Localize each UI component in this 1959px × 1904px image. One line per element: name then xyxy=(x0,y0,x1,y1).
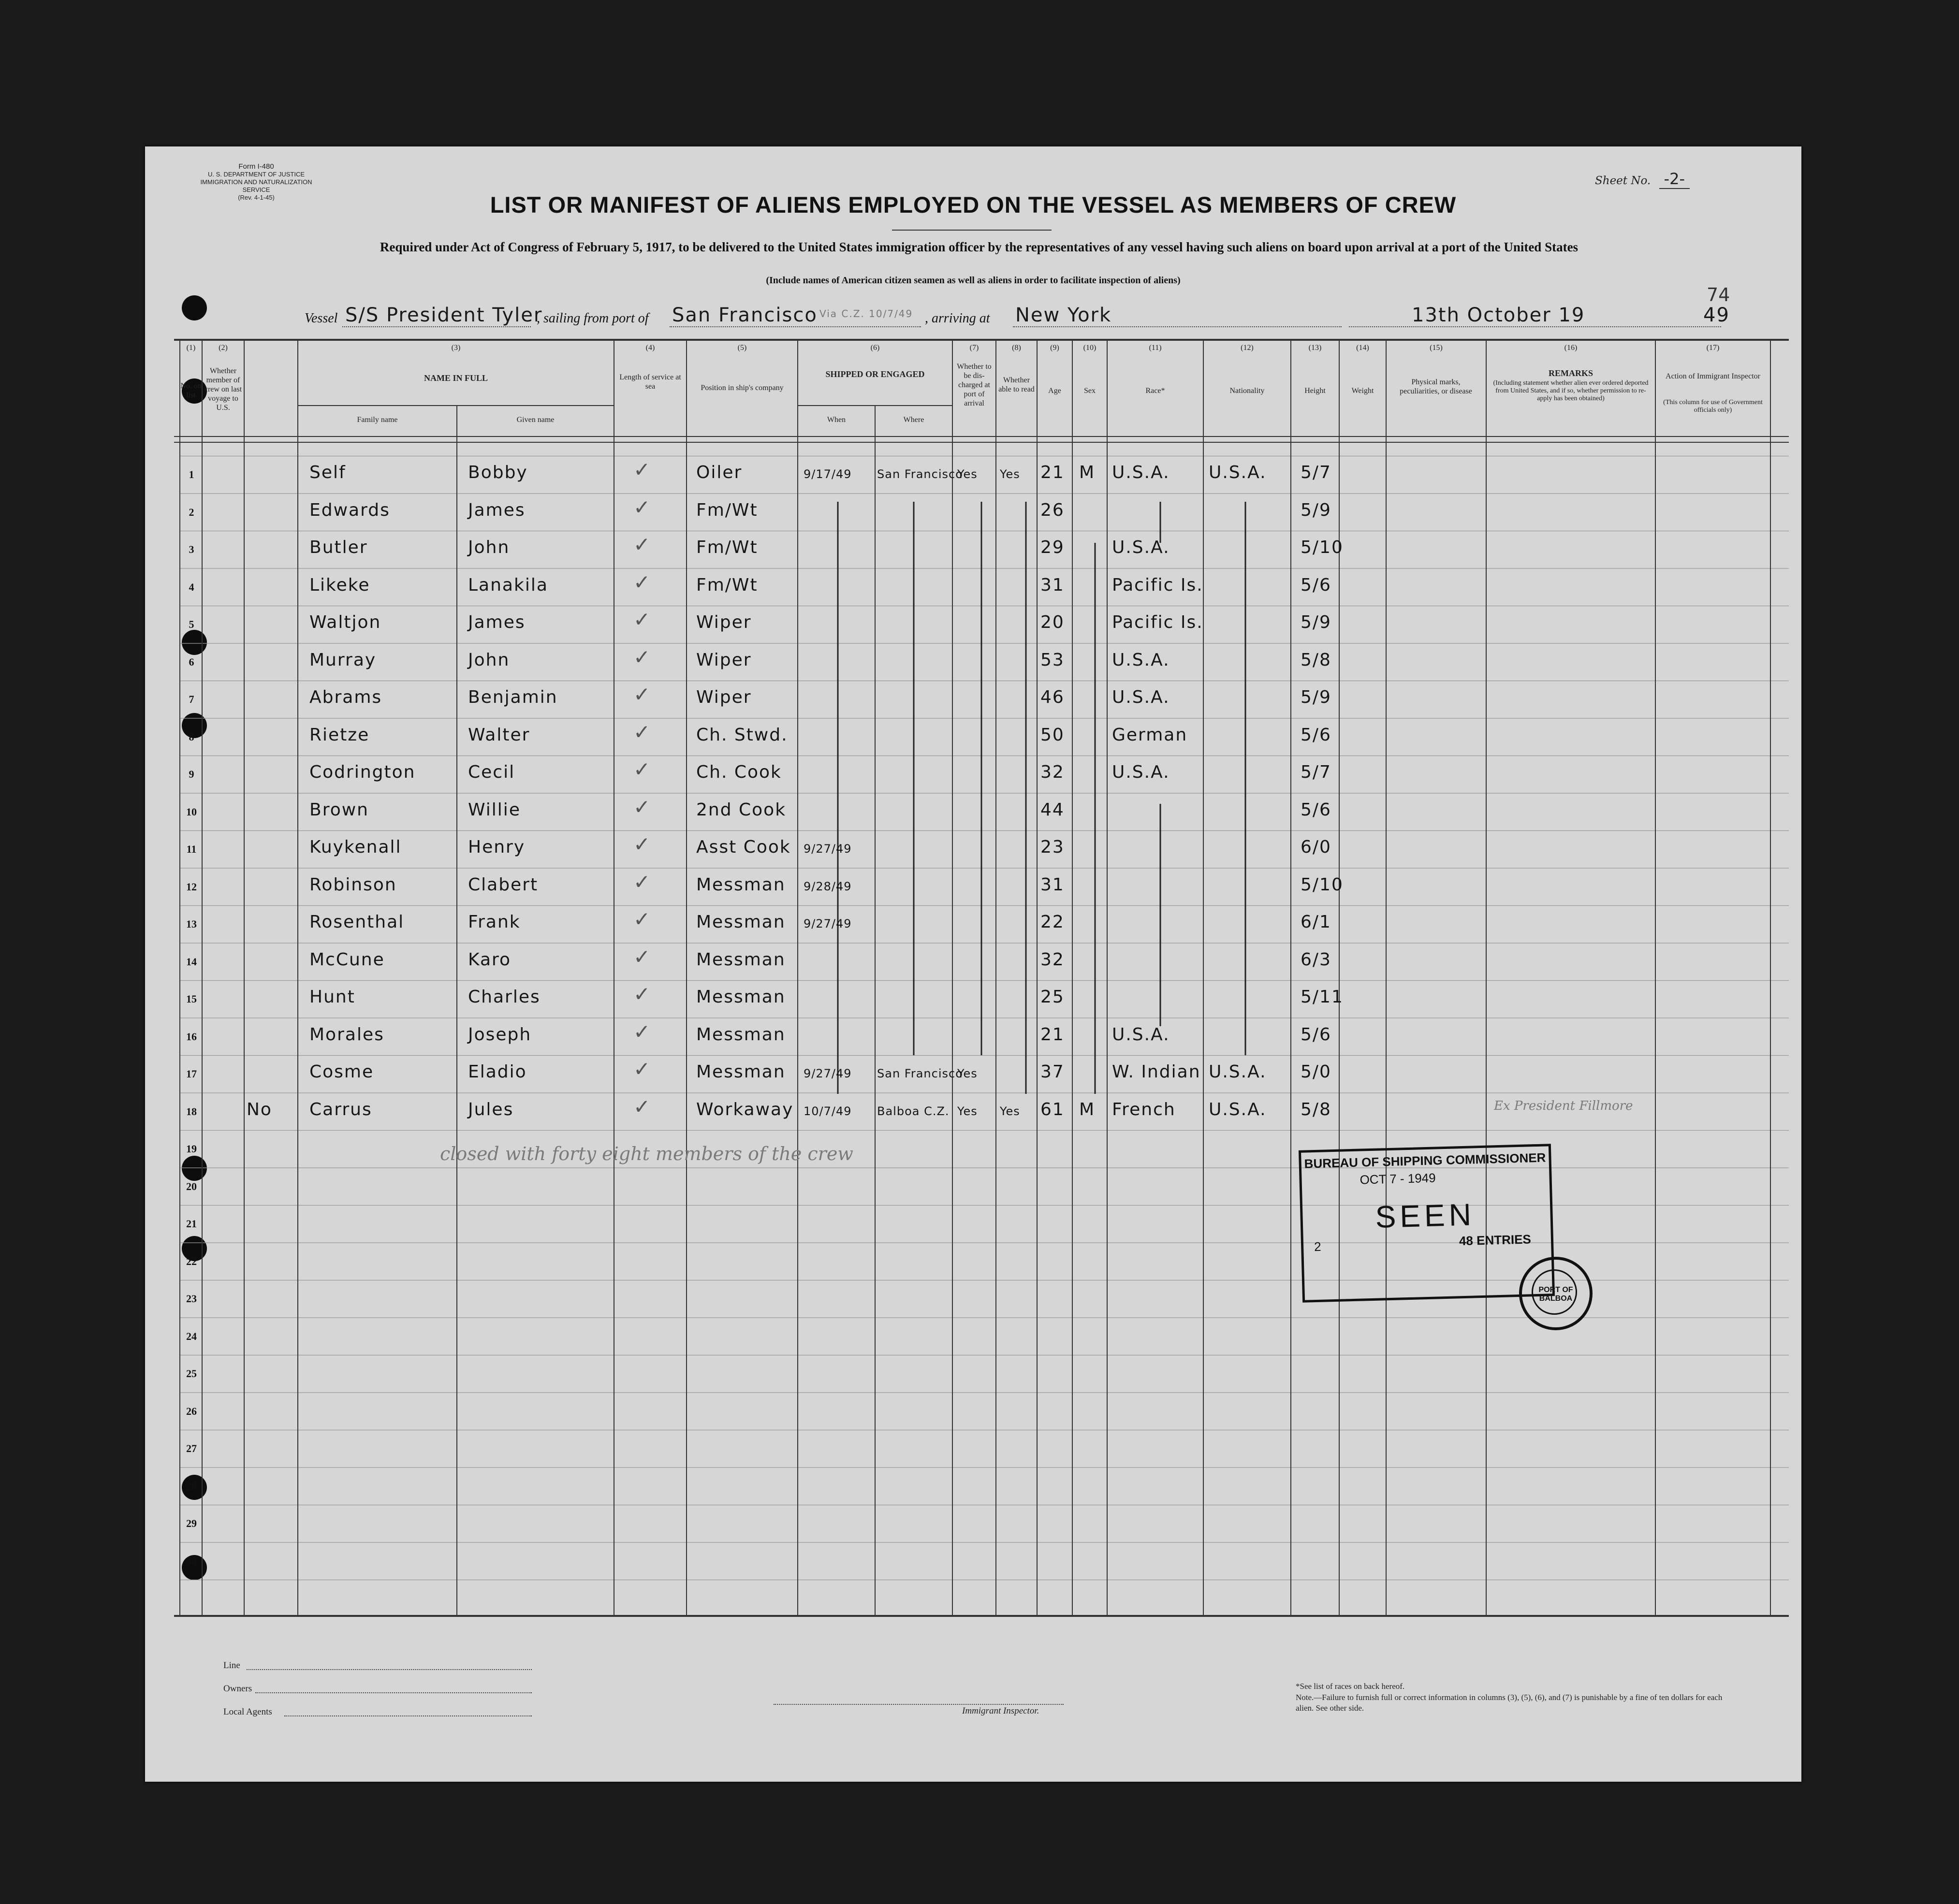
cell-when: 9/27/49 xyxy=(804,1067,852,1080)
cell-read: Yes xyxy=(1000,1104,1020,1118)
cell-height: 5/6 xyxy=(1301,1024,1331,1045)
cell-given: Lanakila xyxy=(468,575,548,595)
footer-owners-label: Owners xyxy=(223,1684,252,1694)
header-position: Position in ship's company xyxy=(701,384,784,392)
cell-race: French xyxy=(1112,1099,1176,1119)
cell-height: 5/8 xyxy=(1301,650,1331,670)
cell-given: Eladio xyxy=(468,1062,527,1082)
row-number: 9 xyxy=(189,768,194,780)
checkmark-icon: ✓ xyxy=(633,1094,651,1119)
cell-race: Pacific Is. xyxy=(1112,612,1203,632)
header-nationality: Nationality xyxy=(1229,387,1265,395)
cell-age: 21 xyxy=(1040,1024,1065,1045)
footer-penalty-note: Note.—Failure to furnish full or correct information in columns (3), (5), (6), and (7) is punishable by a fine of ten dollars for each alien. See other side. xyxy=(1296,1693,1723,1713)
header-last-voyage: Whether member of crew on last voyage to U.S. xyxy=(204,367,242,412)
cell-given: Willie xyxy=(468,799,521,820)
cell-position: Workaway xyxy=(696,1099,794,1119)
cell-given: Bobby xyxy=(468,463,528,482)
column-number: (13) xyxy=(1308,344,1322,352)
header-length-of-service: Length of service at sea xyxy=(619,373,681,391)
cell-given: Frank xyxy=(468,912,521,932)
cell-given: Benjamin xyxy=(468,687,558,707)
cell-age: 23 xyxy=(1040,837,1065,857)
row-number: 23 xyxy=(186,1293,197,1305)
cell-age: 26 xyxy=(1040,500,1065,520)
footer-agents-label: Local Agents xyxy=(223,1707,272,1717)
row-number: 16 xyxy=(186,1030,197,1043)
cell-position: Messman xyxy=(696,874,786,895)
checkmark-icon: ✓ xyxy=(633,608,651,631)
cell-family: McCune xyxy=(309,949,385,970)
cell-nationality: U.S.A. xyxy=(1209,1062,1267,1082)
document-title: LIST OR MANIFEST OF ALIENS EMPLOYED ON THE VESSEL AS MEMBERS OF CREW xyxy=(490,192,1457,218)
row-number: 10 xyxy=(186,805,197,818)
header-race: Race* xyxy=(1145,387,1165,395)
cell-age: 22 xyxy=(1040,912,1065,932)
cell-position: Fm/Wt xyxy=(696,575,758,595)
header-remarks: REMARKS xyxy=(1548,368,1593,378)
cell-given: Clabert xyxy=(468,874,539,895)
cell-family: Rosenthal xyxy=(309,912,405,932)
cell-given: Karo xyxy=(468,949,512,970)
cell-sex: M xyxy=(1079,463,1096,482)
column-number: (11) xyxy=(1149,344,1162,352)
remark-note: Ex President Fillmore xyxy=(1494,1099,1633,1113)
row-number: 18 xyxy=(186,1105,197,1118)
row-number: 4 xyxy=(189,581,194,593)
cell-when: 9/27/49 xyxy=(804,842,852,856)
form-number: Form I-480 xyxy=(238,162,274,171)
cell-family: Likeke xyxy=(309,575,370,595)
footer-inspector-label: Immigrant Inspector. xyxy=(962,1706,1039,1716)
header-no-on-list: No. on list xyxy=(180,382,202,399)
cell-height: 5/7 xyxy=(1301,762,1331,782)
row-number: 1 xyxy=(189,468,194,480)
service: IMMIGRATION AND NATURALIZATION SERVICE xyxy=(200,178,312,193)
cell-nationality: U.S.A. xyxy=(1209,1099,1267,1119)
cell-position: Messman xyxy=(696,1062,786,1082)
stamp-date: OCT 7 - 1949 xyxy=(1360,1170,1436,1187)
cell-race: U.S.A. xyxy=(1112,687,1170,707)
cell-given: Jules xyxy=(468,1099,514,1119)
column-number: (14) xyxy=(1356,344,1369,352)
header-action-detail: (This column for use of Government officials only) xyxy=(1663,399,1763,414)
cell-family: Robinson xyxy=(309,874,397,895)
header-given-name: Given name xyxy=(516,416,555,424)
cell-position: Ch. Cook xyxy=(696,762,782,782)
cell-race: W. Indian xyxy=(1112,1062,1201,1082)
sheet-value: -2- xyxy=(1659,170,1690,189)
cell-height: 5/8 xyxy=(1301,1099,1331,1119)
header-action: Action of Immigrant Inspector xyxy=(1666,372,1760,380)
cell-where: San Francisco xyxy=(877,467,963,481)
cell-race: U.S.A. xyxy=(1112,762,1170,782)
stamp-seen: SEEN xyxy=(1374,1197,1476,1235)
row-number: 5 xyxy=(189,618,194,630)
row-number: 26 xyxy=(186,1405,197,1417)
cell-race: U.S.A. xyxy=(1112,1024,1170,1045)
cell-age: 32 xyxy=(1040,949,1065,970)
row-number: 22 xyxy=(186,1255,197,1267)
column-number: (9) xyxy=(1050,344,1059,352)
cell-position: Messman xyxy=(696,987,786,1007)
include-note: (Include names of American citizen seamen as well as aliens in order to facilitate inspection of aliens) xyxy=(766,275,1181,286)
arriving-label: , arriving at xyxy=(925,311,990,326)
cell-height: 6/0 xyxy=(1301,837,1331,857)
cell-age: 44 xyxy=(1040,799,1065,820)
cell-race: U.S.A. xyxy=(1112,650,1170,670)
cell-given: Walter xyxy=(468,725,530,745)
header-age: Age xyxy=(1048,387,1061,395)
column-number: (2) xyxy=(219,344,228,352)
cell-family: Butler xyxy=(309,538,368,557)
checkmark-icon: ✓ xyxy=(633,495,651,519)
row-number: 30 xyxy=(186,1555,197,1567)
row-number: 13 xyxy=(186,918,197,930)
cell-family: Waltjon xyxy=(309,612,381,632)
cell-family: Rietze xyxy=(309,725,370,745)
cell-height: 5/6 xyxy=(1301,799,1331,820)
vessel-name: S/S President Tyler xyxy=(345,304,543,326)
cell-family: Murray xyxy=(309,650,377,670)
cell-family: Abrams xyxy=(309,687,382,707)
column-number: (4) xyxy=(645,344,655,352)
header-sex: Sex xyxy=(1084,387,1096,395)
cell-family: Hunt xyxy=(309,987,355,1007)
row-number: 29 xyxy=(186,1517,197,1529)
shipping-commissioner-stamp xyxy=(1299,1144,1555,1303)
row-number: 19 xyxy=(186,1143,197,1155)
column-number: (3) xyxy=(451,344,461,352)
cell-given: John xyxy=(468,650,510,670)
cell-race: German xyxy=(1112,725,1188,745)
cell-when: 9/17/49 xyxy=(804,467,852,481)
arrival-date: 13th October 19 xyxy=(1412,304,1585,326)
department: U. S. DEPARTMENT OF JUSTICE xyxy=(207,171,305,178)
cell-position: 2nd Cook xyxy=(696,799,787,820)
revision: (Rev. 4-1-45) xyxy=(238,194,275,201)
cell-height: 5/6 xyxy=(1301,725,1331,745)
cell-when: 10/7/49 xyxy=(804,1104,852,1118)
row-number: 12 xyxy=(186,880,197,893)
cell-given: James xyxy=(468,612,526,632)
cell-age: 50 xyxy=(1040,725,1065,745)
cell-position: Fm/Wt xyxy=(696,500,758,520)
cell-age: 61 xyxy=(1040,1099,1065,1119)
row-number: 7 xyxy=(189,693,194,705)
header-family-name: Family name xyxy=(357,416,398,424)
cell-height: 6/3 xyxy=(1301,949,1331,970)
cell-family: Self xyxy=(309,463,346,482)
header-when: When xyxy=(827,416,846,424)
cell-height: 5/6 xyxy=(1301,575,1331,595)
checkmark-icon: ✓ xyxy=(633,458,651,481)
cell-position: Fm/Wt xyxy=(696,538,758,557)
stamp-title: BUREAU OF SHIPPING COMMISSIONER xyxy=(1304,1150,1546,1171)
cell-family: Kuykenall xyxy=(309,837,402,857)
cell-height: 5/0 xyxy=(1301,1062,1331,1082)
cell-given: John xyxy=(468,538,510,557)
cell-height: 5/9 xyxy=(1301,500,1331,520)
cell-discharged: Yes xyxy=(957,1104,978,1118)
cell-height: 5/9 xyxy=(1301,687,1331,707)
document-subtitle: Required under Act of Congress of February 5, 1917, to be delivered to the United States immigration officer by the representatives of any vessel having such aliens on board upon arrival at a port of the United States xyxy=(380,240,1579,254)
cell-family: Edwards xyxy=(309,500,390,520)
checkmark-icon: ✓ xyxy=(633,982,651,1006)
seal-text: PORT OF BALBOA xyxy=(1538,1286,1573,1303)
column-number: (12) xyxy=(1241,344,1254,352)
cell-position: Asst Cook xyxy=(696,837,791,857)
header-physical-marks: Physical marks, peculiarities, or disease xyxy=(1400,378,1472,395)
row-number: 2 xyxy=(189,506,194,518)
cell-position: Messman xyxy=(696,1024,786,1045)
row-number: 25 xyxy=(186,1367,197,1380)
cell-given: Joseph xyxy=(468,1024,532,1045)
page-number: 74 xyxy=(1707,284,1730,305)
checkmark-icon: ✓ xyxy=(633,720,651,744)
row-number: 28 xyxy=(186,1480,197,1492)
stamp-sheets: 2 xyxy=(1314,1239,1322,1254)
cell-family: Cosme xyxy=(309,1062,374,1082)
checkmark-icon: ✓ xyxy=(633,795,651,819)
from-port: San Francisco xyxy=(672,304,818,326)
cell-race: Pacific Is. xyxy=(1112,575,1203,595)
cell-family: Codrington xyxy=(309,762,416,782)
row-number: 3 xyxy=(189,543,194,555)
checkmark-icon: ✓ xyxy=(633,832,651,856)
cell-age: 32 xyxy=(1040,762,1065,782)
cell-position: Messman xyxy=(696,912,786,932)
cell-height: 5/9 xyxy=(1301,612,1331,632)
row-number: 11 xyxy=(186,843,197,855)
cell-sex: M xyxy=(1079,1099,1096,1119)
cell-age: 29 xyxy=(1040,538,1065,557)
row-number: 6 xyxy=(189,655,194,668)
cell-position: Messman xyxy=(696,949,786,970)
column-number: (5) xyxy=(737,344,747,352)
cell-age: 31 xyxy=(1040,575,1065,595)
header-discharged: Whether to be dis-charged at port of arrival xyxy=(957,363,992,407)
cell-nationality: U.S.A. xyxy=(1209,463,1267,482)
row-number: 17 xyxy=(186,1068,197,1080)
checkmark-icon: ✓ xyxy=(633,870,651,894)
cell-age: 46 xyxy=(1040,687,1065,707)
sheet-label: Sheet No. xyxy=(1595,174,1651,187)
cell-position: Wiper xyxy=(696,612,752,632)
cell-where: San Francisco xyxy=(877,1067,963,1080)
row-number: 24 xyxy=(186,1330,197,1342)
cell-position: Oiler xyxy=(696,463,743,482)
checkmark-icon: ✓ xyxy=(633,1057,651,1081)
cell-when: 9/27/49 xyxy=(804,917,852,930)
row-number: 14 xyxy=(186,955,197,968)
cell-position: Wiper xyxy=(696,687,752,707)
checkmark-icon: ✓ xyxy=(633,570,651,594)
cell-age: 25 xyxy=(1040,987,1065,1007)
via-note: Via C.Z. 10/7/49 xyxy=(819,308,913,320)
cell-race: U.S.A. xyxy=(1112,463,1170,482)
cell-given: Cecil xyxy=(468,762,515,782)
cell-age: 37 xyxy=(1040,1062,1065,1082)
cell-age: 21 xyxy=(1040,463,1065,482)
arrival-year: 49 xyxy=(1703,304,1730,326)
header-shipped-or-engaged: SHIPPED OR ENGAGED xyxy=(825,369,925,379)
checkmark-icon: ✓ xyxy=(633,645,651,669)
cell-read: Yes xyxy=(1000,467,1020,481)
cell-family: Brown xyxy=(309,799,369,820)
checkmark-icon: ✓ xyxy=(633,757,651,781)
footer-line-label: Line xyxy=(223,1660,240,1671)
checkmark-icon: ✓ xyxy=(633,533,651,556)
port-seal xyxy=(1519,1257,1593,1330)
checkmark-icon: ✓ xyxy=(633,945,651,969)
cell-height: 5/7 xyxy=(1301,463,1331,482)
column-number: (8) xyxy=(1012,344,1021,352)
manifest-sheet xyxy=(145,146,1801,1782)
column-number: (16) xyxy=(1564,344,1578,352)
column-number: (6) xyxy=(870,344,880,352)
column-number: (10) xyxy=(1083,344,1096,352)
header-remarks-detail: (Including statement whether alien ever ordered deported from United States, and if so, whether permission to re-apply has been obtained) xyxy=(1493,379,1649,402)
column-number: (15) xyxy=(1430,344,1443,352)
row-number: 20 xyxy=(186,1180,197,1192)
column-number: (7) xyxy=(969,344,979,352)
cell-position: Wiper xyxy=(696,650,752,670)
cell-given: James xyxy=(468,500,526,520)
checkmark-icon: ✓ xyxy=(633,683,651,706)
cell-position: Ch. Stwd. xyxy=(696,725,788,745)
header-where: Where xyxy=(903,416,924,424)
cell-where: Balboa C.Z. xyxy=(877,1104,950,1118)
column-number: (1) xyxy=(186,344,196,352)
cell-given: Henry xyxy=(468,837,526,857)
cell-when: 9/28/49 xyxy=(804,879,852,893)
cell-family: Morales xyxy=(309,1024,384,1045)
row-number: 8 xyxy=(189,730,194,743)
cell-age: 53 xyxy=(1040,650,1065,670)
cell-height: 5/10 xyxy=(1301,874,1344,895)
row-number: 21 xyxy=(186,1218,197,1230)
header-name-in-full: NAME IN FULL xyxy=(424,373,488,383)
closing-note: closed with forty eight members of the crew xyxy=(440,1143,853,1164)
header-height: Height xyxy=(1304,387,1326,395)
header-able-to-read: Whether able to read xyxy=(998,376,1035,393)
cell-discharged: Yes xyxy=(957,1067,978,1080)
stamp-entries: 48 ENTRIES xyxy=(1459,1232,1532,1249)
column-number: (17) xyxy=(1706,344,1720,352)
cell-height: 5/11 xyxy=(1301,987,1344,1007)
row-number: 27 xyxy=(186,1442,197,1454)
cell-family: Carrus xyxy=(309,1099,372,1119)
vessel-label: Vessel xyxy=(305,311,338,326)
checkmark-icon: ✓ xyxy=(633,907,651,931)
header-weight: Weight xyxy=(1351,387,1374,395)
footer-races-note: *See list of races on back hereof. xyxy=(1296,1682,1405,1691)
cell-given: Charles xyxy=(468,987,541,1007)
cell-height: 5/10 xyxy=(1301,538,1344,557)
cell-age: 20 xyxy=(1040,612,1065,632)
cell-race: U.S.A. xyxy=(1112,538,1170,557)
row-number: 15 xyxy=(186,993,197,1005)
cell-height: 6/1 xyxy=(1301,912,1331,932)
to-port: New York xyxy=(1015,304,1112,326)
cell-last: No xyxy=(247,1099,272,1119)
cell-discharged: Yes xyxy=(957,467,978,481)
cell-age: 31 xyxy=(1040,874,1065,895)
sailing-label: , sailing from port of xyxy=(537,311,649,326)
checkmark-icon: ✓ xyxy=(633,1019,651,1044)
